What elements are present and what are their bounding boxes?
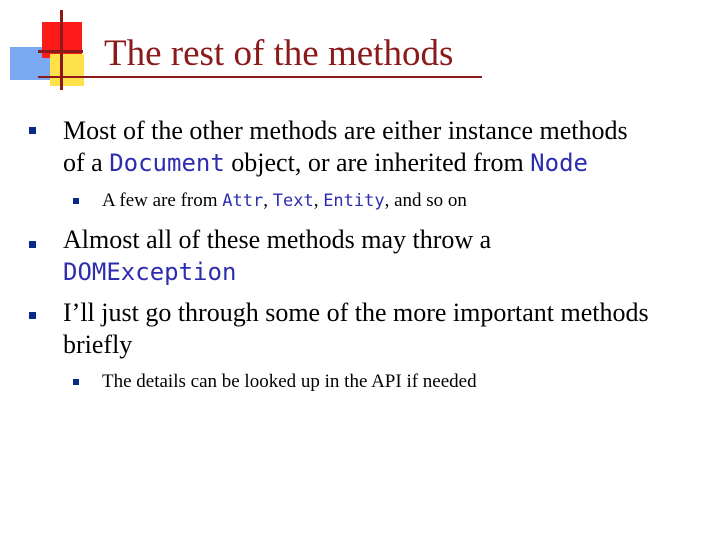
code-text: Text: [272, 191, 314, 211]
bullet-marker: [29, 312, 36, 319]
sub-bullet-1-1: [102, 189, 467, 213]
code-domexception: DOMException: [63, 258, 237, 286]
code-node: Node: [530, 149, 588, 177]
bullet-1-line-1: Most of the other methods are either instance methods: [63, 116, 628, 145]
bullet-2-line-1: Almost all of these methods may throw a: [63, 225, 492, 254]
title-underline: [38, 76, 482, 78]
sub-bullet-marker: [73, 379, 79, 385]
separator: ,: [313, 190, 324, 211]
slide-title: The rest of the methods: [104, 33, 454, 74]
bullet-1-text: object, or are inherited from: [224, 148, 531, 177]
sub-bullet-text: , and so on: [384, 190, 467, 211]
code-attr: Attr: [222, 191, 264, 211]
slide-logo: [0, 0, 110, 100]
bullet-1-text: of a: [63, 148, 110, 177]
bullet-3-line-1: I’ll just go through some of the more important methods: [63, 298, 649, 327]
bullet-marker: [29, 127, 36, 134]
sub-bullet-text: A few are from: [102, 190, 223, 211]
logo-horizontal-line: [38, 50, 83, 53]
sub-bullet-marker: [73, 198, 79, 204]
bullet-marker: [29, 241, 36, 248]
code-document: Document: [109, 149, 225, 177]
logo-yellow-block: [50, 54, 84, 86]
sub-bullet-3-1: The details can be looked up in the API if needed: [102, 371, 477, 392]
bullet-1-line-2: [63, 146, 588, 180]
bullet-3-line-2: briefly: [63, 330, 133, 359]
bullet-2-line-2: [63, 255, 236, 289]
separator: ,: [263, 190, 273, 211]
code-entity: Entity: [323, 191, 385, 211]
